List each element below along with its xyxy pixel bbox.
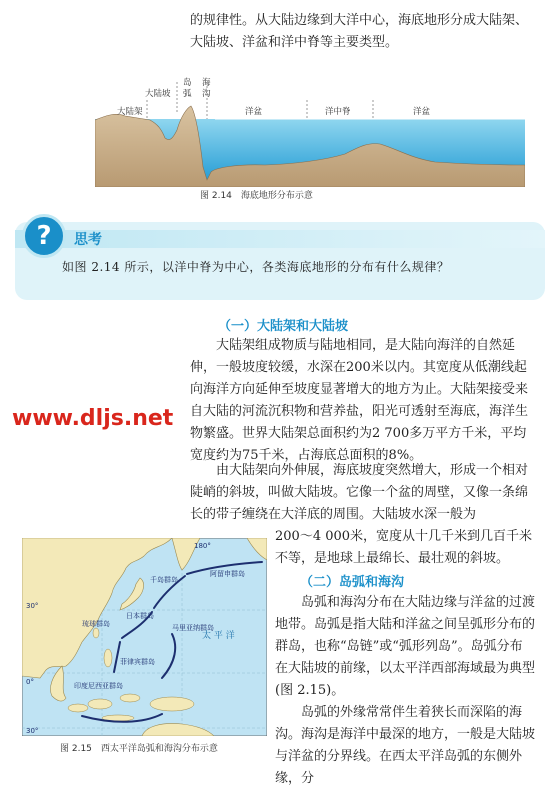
watermark: www.dljs.net — [12, 406, 174, 431]
label-basin-1: 洋盆 — [245, 107, 263, 117]
map-label-ryukyu: 琉球群岛 — [82, 620, 110, 628]
section-1-paragraph-1: 大陆架组成物质与陆地相同，是大陆向海洋的自然延伸，一般坡度较缓，水深在200米以内。其宽度从低潮线起向海洋方向延伸至坡度显著增大的地方为止。大陆架接受来自大陆的河流沉积物和营养盐，阳光可透射至海底，海洋生物繁盛。世界大陆架总面积约为2 700多万平方千米，平均宽度约为75千米，占海底总面积的8%。 — [190, 338, 529, 463]
map-label-180: 180° — [194, 542, 211, 550]
label-shelf: 大陆架 — [117, 107, 143, 117]
seafloor-profile-diagram — [95, 72, 525, 187]
section-1-heading: （一）大陆架和大陆坡 — [218, 319, 349, 334]
label-arc-1: 岛 — [183, 78, 192, 88]
map-label-mariana: 马里亚纳群岛 — [172, 624, 214, 632]
map-label-kuril: 千岛群岛 — [150, 576, 178, 584]
label-basin-2: 洋盆 — [413, 107, 431, 117]
map-label-30s: 30° — [26, 727, 39, 735]
map-label-philippines: 菲律宾群岛 — [120, 658, 155, 666]
section-1-paragraph-2: 由大陆架向外伸展，海底坡度突然增大，形成一个相对陡峭的斜坡，叫做大陆坡。它像一个盆的周壁，又像一条绵长的带子缠绕在大洋底的周围。大陆坡水深一般为 — [190, 463, 529, 522]
label-trench-2: 沟 — [202, 89, 211, 99]
think-title: 思考 — [74, 232, 102, 248]
map-label-30n: 30° — [26, 602, 39, 610]
label-ridge: 洋中脊 — [325, 107, 351, 117]
map-label-aleutian: 阿留申群岛 — [210, 570, 245, 578]
figure-2-15-caption: 图 2.15 西太平洋岛弧和海沟分布示意 — [60, 744, 218, 754]
figure-2-14-caption: 图 2.14 海底地形分布示意 — [200, 191, 313, 201]
question-mark-icon: ? — [22, 214, 66, 258]
map-label-indonesia: 印度尼西亚群岛 — [74, 682, 123, 690]
section-2-heading: （二）岛弧和海沟 — [300, 575, 405, 590]
map-label-japan: 日本群岛 — [126, 612, 154, 620]
intro-paragraph: 的规律性。从大陆边缘到大洋中心，海底地形分成大陆架、大陆坡、洋盆和洋中脊等主要类型。 — [190, 13, 529, 50]
west-pacific-arc-map — [22, 538, 267, 736]
map-label-pacific: 太 平 洋 — [202, 631, 235, 641]
section-2-paragraph-2: 岛弧的外缘常常伴生着狭长而深陷的海沟。海沟是海洋中最深的地方，一般是大陆坡与洋盆的分界线。在西太平洋岛弧的东侧外缘，分 — [275, 705, 536, 786]
think-question: 如图 2.14 所示，以洋中脊为中心，各类海底地形的分布有什么规律？ — [62, 260, 450, 274]
label-trench-1: 海 — [202, 78, 211, 88]
map-label-equator: 0° — [26, 678, 34, 686]
label-arc-2: 弧 — [183, 89, 192, 99]
label-slope: 大陆坡 — [145, 89, 171, 99]
section-2-paragraph-1: 岛弧和海沟分布在大陆边缘与洋盆的过渡地带。岛弧是指大陆和洋盆之间呈弧形分布的群岛，也称“岛链”或“弧形列岛”。岛弧分布在大陆坡的前缘，以太平洋西部海域最为典型(图 2.15)。 — [275, 595, 536, 698]
section-1-paragraph-2-continued: 200～4 000米，宽度从十几千米到几百千米不等，是地球上最绵长、最壮观的斜坡。 — [275, 529, 533, 566]
